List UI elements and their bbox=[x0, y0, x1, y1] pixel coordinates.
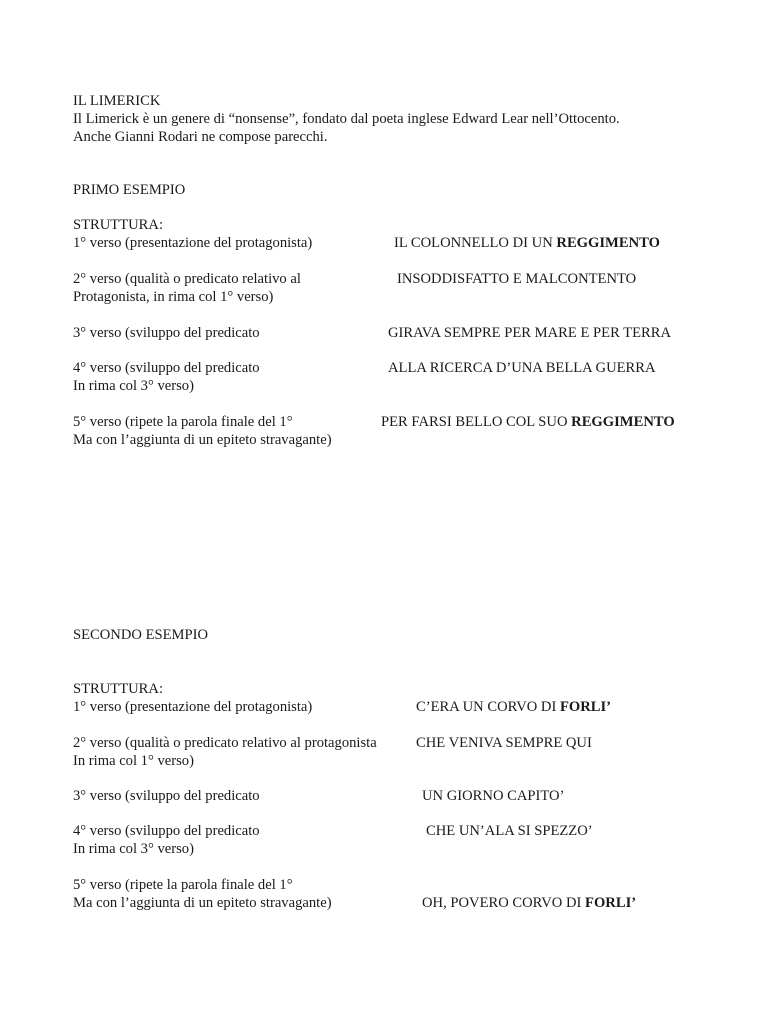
verse-bold-word: REGGIMENTO bbox=[556, 235, 660, 251]
example1-heading: PRIMO ESEMPIO bbox=[73, 182, 186, 198]
example1-row2-desc-1: 2° verso (qualità o predicato relativo al bbox=[73, 271, 301, 287]
verse-text: PER FARSI BELLO COL SUO bbox=[381, 414, 572, 430]
verse-bold-word: FORLI’ bbox=[559, 699, 612, 715]
example1-row1-desc: 1° verso (presentazione del protagonista) bbox=[73, 235, 313, 251]
example1-row5-verse bbox=[381, 413, 675, 431]
example1-row1-verse bbox=[394, 234, 660, 252]
example2-row2-verse bbox=[416, 734, 592, 752]
verse-text: ALLA RICERCA D’UNA BELLA GUERRA bbox=[388, 360, 656, 376]
example1-row5-desc-2: Ma con l’aggiunta di un epiteto stravagante) bbox=[73, 432, 332, 448]
example1-structure-label: STRUTTURA: bbox=[73, 217, 163, 233]
intro-line-1: Il Limerick è un genere di “nonsense”, fondato dal poeta inglese Edward Lear nell’Ottocento. bbox=[73, 111, 620, 127]
example2-row5-desc-2: Ma con l’aggiunta di un epiteto stravagante) bbox=[73, 895, 332, 911]
example2-row4-desc-1: 4° verso (sviluppo del predicato bbox=[73, 823, 260, 839]
intro-line-2: Anche Gianni Rodari ne compose parecchi. bbox=[73, 129, 328, 145]
example2-row5-desc-1: 5° verso (ripete la parola finale del 1° bbox=[73, 877, 293, 893]
verse-text: C’ERA UN CORVO DI bbox=[416, 699, 560, 715]
example2-row3-desc: 3° verso (sviluppo del predicato bbox=[73, 788, 260, 804]
verse-text: INSODDISFATTO E MALCONTENTO bbox=[397, 271, 637, 287]
example1-row4-verse bbox=[388, 359, 656, 377]
example1-row2-desc-2: Protagonista, in rima col 1° verso) bbox=[73, 289, 274, 305]
verse-text: GIRAVA SEMPRE PER MARE E PER TERRA bbox=[388, 325, 672, 341]
document-title: IL LIMERICK bbox=[73, 93, 161, 109]
verse-text: CHE UN’ALA SI SPEZZO’ bbox=[426, 823, 593, 839]
verse-bold-word: FORLI’ bbox=[585, 895, 637, 911]
example2-row1-verse bbox=[416, 698, 611, 716]
example2-structure-label: STRUTTURA: bbox=[73, 681, 163, 697]
verse-text: CHE VENIVA SEMPRE QUI bbox=[416, 735, 592, 751]
example1-row3-verse bbox=[388, 324, 671, 342]
verse-bold-word: REGGIMENTO bbox=[571, 414, 675, 430]
verse-text: IL COLONNELLO DI UN bbox=[394, 235, 557, 251]
example2-row4-desc-2: In rima col 3° verso) bbox=[73, 841, 194, 857]
example2-row4-verse bbox=[426, 822, 593, 840]
verse-text: OH, POVERO CORVO DI bbox=[422, 895, 586, 911]
example1-row5-desc-1: 5° verso (ripete la parola finale del 1° bbox=[73, 414, 293, 430]
example1-row3-desc: 3° verso (sviluppo del predicato bbox=[73, 325, 260, 341]
example2-heading: SECONDO ESEMPIO bbox=[73, 627, 209, 643]
verse-text: UN GIORNO CAPITO’ bbox=[422, 788, 565, 804]
example1-row4-desc-2: In rima col 3° verso) bbox=[73, 378, 194, 394]
example1-row2-verse bbox=[397, 270, 636, 288]
example2-row1-desc: 1° verso (presentazione del protagonista) bbox=[73, 699, 313, 715]
example2-row2-desc-1: 2° verso (qualità o predicato relativo al protagonista bbox=[73, 735, 377, 751]
example2-row5-verse bbox=[422, 894, 636, 912]
example2-row2-desc-2: In rima col 1° verso) bbox=[73, 753, 194, 769]
example2-row3-verse bbox=[422, 787, 564, 805]
example1-row4-desc-1: 4° verso (sviluppo del predicato bbox=[73, 360, 260, 376]
